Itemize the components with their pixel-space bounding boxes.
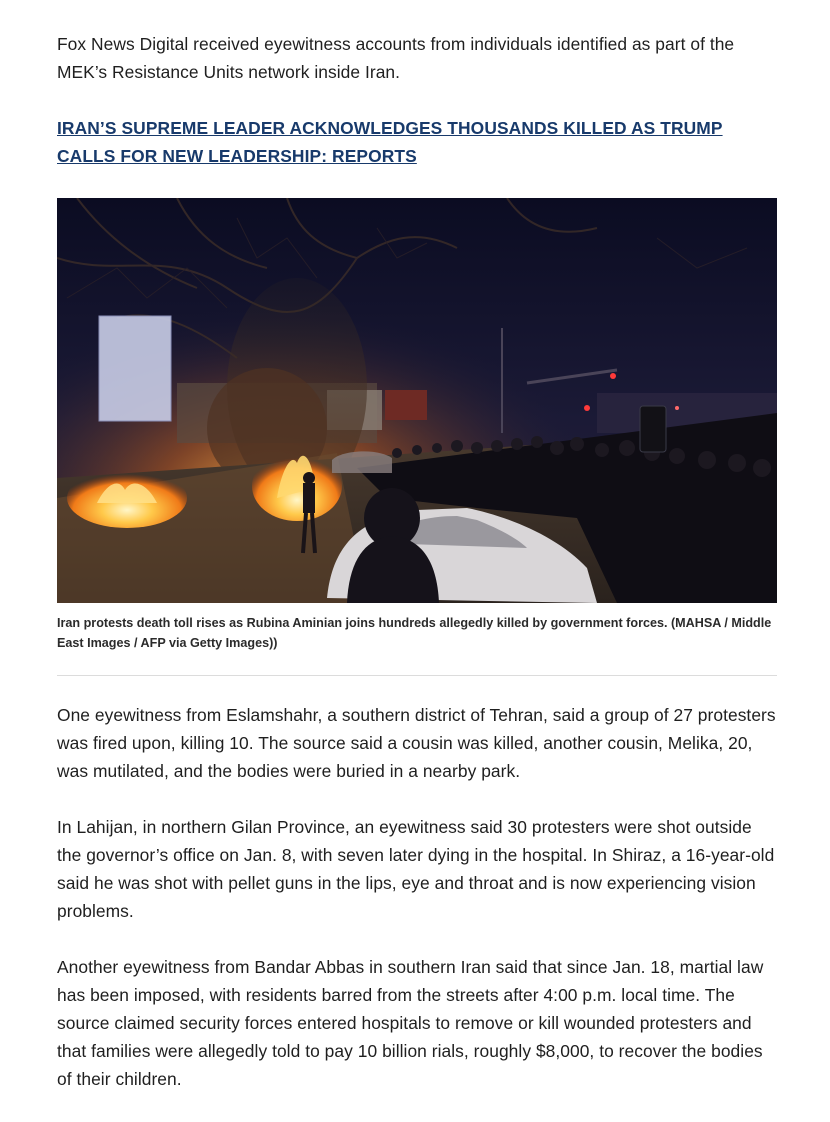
protest-night-scene-image (57, 198, 777, 603)
related-article-link[interactable]: IRAN’S SUPREME LEADER ACKNOWLEDGES THOUSANDS KILLED AS TRUMP CALLS FOR NEW LEADERSHIP: REPORTS (57, 118, 723, 166)
paragraph-bandar-abbas: Another eyewitness from Bandar Abbas in southern Iran said that since Jan. 18, martial law has been imposed, with residents barred from the streets after 4:00 p.m. local time. The source claimed security forces entered hospitals to remove or kill wounded protesters and that families were allegedly told to pay 10 billion rials, roughly $8,000, to recover the bodies of their children. (57, 957, 764, 1089)
article-image[interactable] (57, 198, 777, 603)
intro-paragraph: Fox News Digital received eyewitness accounts from individuals identified as part of the MEK’s Resistance Units network inside Iran. (57, 34, 735, 82)
paragraph-lahijan-shiraz: In Lahijan, in northern Gilan Province, an eyewitness said 30 protesters were shot outside the governor’s office on Jan. 8, with seven later dying in the hospital. In Shiraz, a 16-year-old said he was shot with pellet guns in the lips, eye and throat and is now experiencing vision problems. (57, 817, 775, 921)
image-caption: Iran protests death toll rises as Rubina Aminian joins hundreds allegedly killed by government forces. (MAHSA / Middle East Images / AFP via Getty Images)) (57, 616, 772, 650)
caption-divider (57, 675, 777, 676)
paragraph-eslamshahr: One eyewitness from Eslamshahr, a southern district of Tehran, said a group of 27 protesters was fired upon, killing 10. The source said a cousin was killed, another cousin, Melika, 20, was mutilated, and the bodies were buried in a nearby park. (57, 705, 776, 781)
